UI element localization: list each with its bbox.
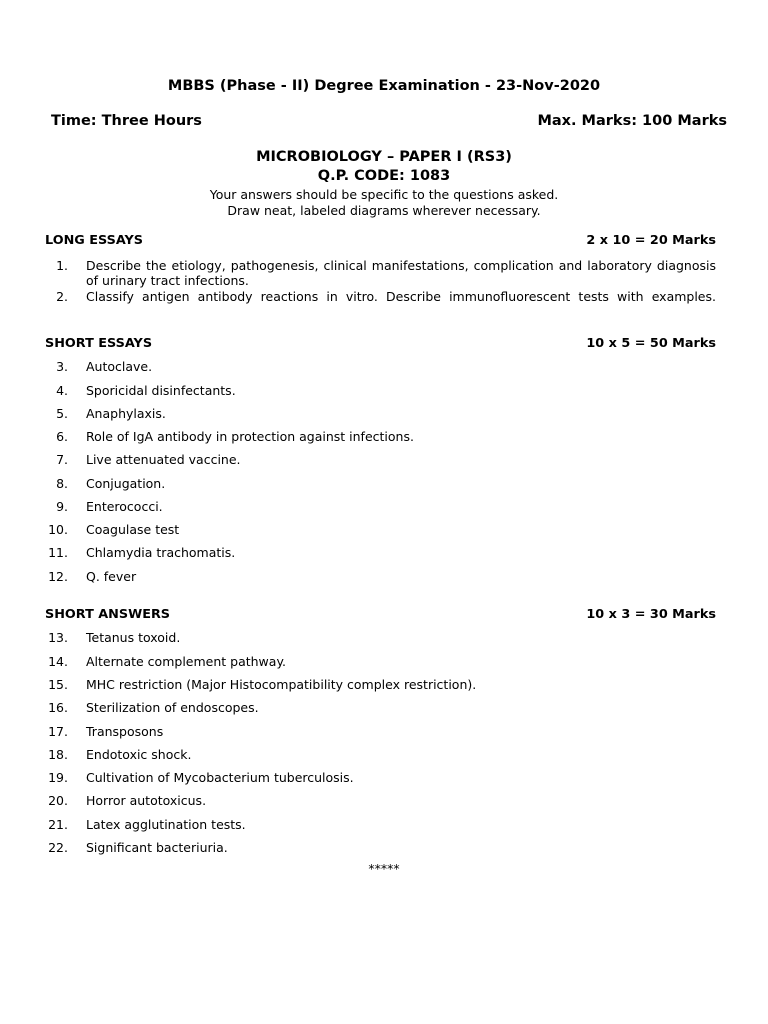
question-number: 3. <box>56 359 68 374</box>
instruction-line: Draw neat, labeled diagrams wherever necessary. <box>227 203 541 218</box>
question-number: 16. <box>48 700 68 715</box>
question-number: 17. <box>48 724 68 739</box>
question-number: 21. <box>48 817 68 832</box>
question-number: 9. <box>56 499 68 514</box>
max-marks: Max. Marks: 100 Marks <box>537 113 727 129</box>
question-text: Chlamydia trachomatis. <box>86 545 236 560</box>
question-number: 22. <box>48 840 68 855</box>
qp-code: Q.P. CODE: 1083 <box>317 168 451 184</box>
question-number: 13. <box>48 630 68 645</box>
question-text: Describe the etiology, pathogenesis, clinical manifestations, complication and laboratory diagnosis of urinary tract infections. <box>86 258 716 288</box>
question-number: 1. <box>56 258 68 273</box>
question-text: Sterilization of endoscopes. <box>86 700 259 715</box>
question-text: Role of IgA antibody in protection against infections. <box>86 429 414 444</box>
question-text: Classify antigen antibody reactions in vitro. Describe immunofluorescent tests with examples. <box>86 289 716 304</box>
section-marks: 10 x 5 = 50 Marks <box>586 336 716 351</box>
question-text: Endotoxic shock. <box>86 747 192 762</box>
question-text: Autoclave. <box>86 359 153 374</box>
question-text: Latex agglutination tests. <box>86 817 246 832</box>
question-number: 5. <box>56 406 68 421</box>
question-text: Q. fever <box>86 569 137 584</box>
question-number: 10. <box>48 522 68 537</box>
question-number: 12. <box>48 569 68 584</box>
question-text: Alternate complement pathway. <box>86 654 287 669</box>
question-number: 8. <box>56 476 68 491</box>
question-number: 18. <box>48 747 68 762</box>
question-number: 19. <box>48 770 68 785</box>
section-title: SHORT ANSWERS <box>45 607 171 622</box>
question-text: Conjugation. <box>86 476 166 491</box>
question-number: 6. <box>56 429 68 444</box>
section-title: LONG ESSAYS <box>45 233 144 248</box>
exam-duration: Time: Three Hours <box>51 113 202 129</box>
question-number: 4. <box>56 383 68 398</box>
question-text: Transposons <box>86 724 164 739</box>
end-of-paper-marker: ***** <box>368 861 400 876</box>
question-text: Sporicidal disinfectants. <box>86 383 236 398</box>
question-number: 7. <box>56 452 68 467</box>
question-text: Significant bacteriuria. <box>86 840 228 855</box>
exam-title: MBBS (Phase - II) Degree Examination - 23-Nov-2020 <box>167 78 601 94</box>
question-number: 14. <box>48 654 68 669</box>
question-text: Anaphylaxis. <box>86 406 166 421</box>
question-text: Live attenuated vaccine. <box>86 452 241 467</box>
instruction-line: Your answers should be specific to the questions asked. <box>209 187 559 202</box>
question-number: 2. <box>56 289 68 304</box>
question-number: 20. <box>48 793 68 808</box>
question-text: Coagulase test <box>86 522 180 537</box>
question-text: Tetanus toxoid. <box>86 630 181 645</box>
section-title: SHORT ESSAYS <box>45 336 153 351</box>
question-text: MHC restriction (Major Histocompatibility complex restriction). <box>86 677 477 692</box>
section-marks: 10 x 3 = 30 Marks <box>586 607 716 622</box>
subject-title: MICROBIOLOGY – PAPER I (RS3) <box>256 149 512 165</box>
section-marks: 2 x 10 = 20 Marks <box>586 233 716 248</box>
question-number: 15. <box>48 677 68 692</box>
question-text: Enterococci. <box>86 499 163 514</box>
question-text: Horror autotoxicus. <box>86 793 207 808</box>
question-text: Cultivation of Mycobacterium tuberculosis. <box>86 770 354 785</box>
question-number: 11. <box>48 545 68 560</box>
